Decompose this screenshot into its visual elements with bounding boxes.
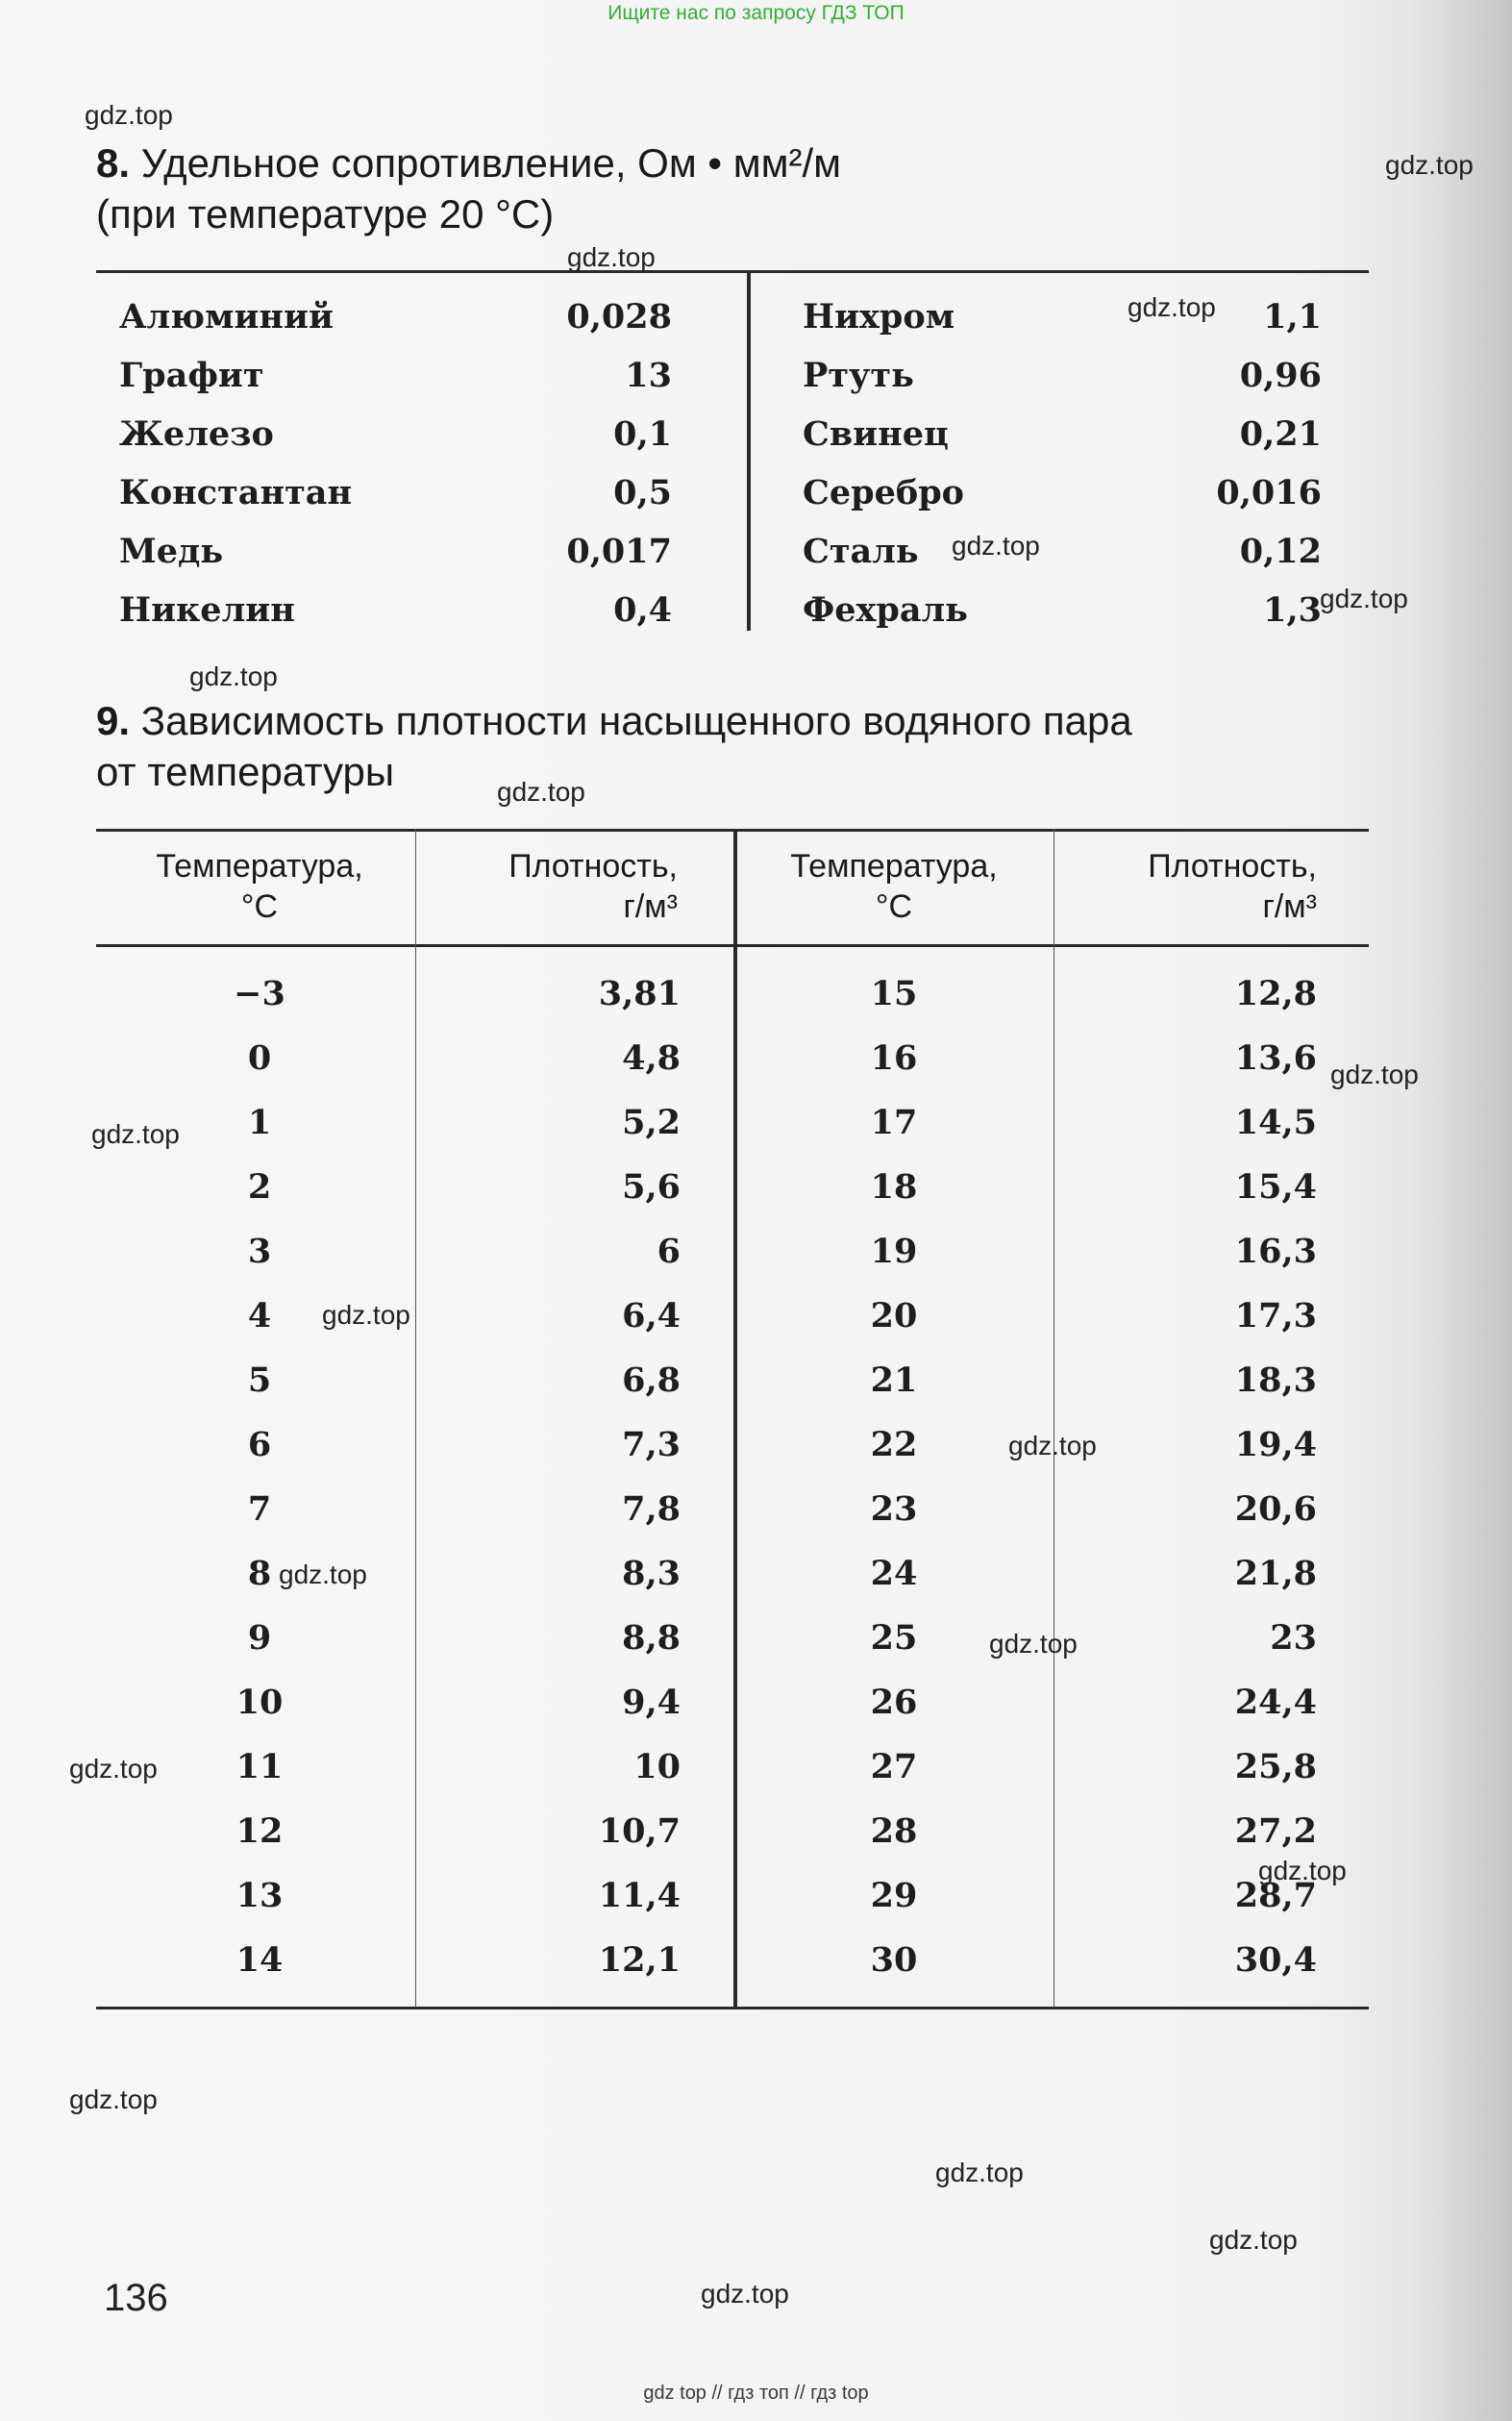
resistivity-value: 0,028 <box>566 297 672 337</box>
density-cell: 11,4 <box>598 1876 681 1915</box>
table-row <box>96 1799 1369 1863</box>
density-cell: 8,3 <box>622 1554 681 1593</box>
density-cell: 16,3 <box>1234 1232 1317 1271</box>
header-temp-left <box>115 846 404 927</box>
temperature-cell: 0 <box>247 1038 272 1078</box>
resistivity-value: 0,017 <box>566 532 672 571</box>
temperature-cell: 17 <box>870 1103 918 1142</box>
density-cell: 6,8 <box>622 1360 681 1400</box>
resistivity-value: 13 <box>625 356 672 395</box>
temperature-cell: 7 <box>247 1489 272 1529</box>
resistivity-row <box>803 582 1322 639</box>
density-cell: 7,8 <box>622 1489 681 1529</box>
density-cell: 21,8 <box>1234 1554 1317 1593</box>
watermark: gdz.top <box>952 531 1040 561</box>
section8-subtitle: (при температуре 20 °C) <box>96 191 555 237</box>
temperature-cell: 21 <box>870 1360 918 1400</box>
material-name: Алюминий <box>119 297 334 337</box>
temperature-cell: 4 <box>247 1296 272 1335</box>
density-cell: 8,8 <box>622 1618 681 1658</box>
watermark: gdz.top <box>1008 1431 1097 1460</box>
temperature-cell: 2 <box>247 1167 272 1207</box>
density-cell: 17,3 <box>1234 1296 1317 1335</box>
resistivity-row <box>119 347 672 405</box>
resistivity-row <box>119 288 672 346</box>
watermark: gdz.top <box>1330 1060 1419 1089</box>
density-cell: 9,4 <box>622 1683 681 1722</box>
material-name: Серебро <box>803 473 965 512</box>
density-cell: 10 <box>633 1747 681 1786</box>
resistivity-row <box>803 523 1322 581</box>
table-row <box>96 1670 1369 1735</box>
watermark: gdz.top <box>497 777 585 807</box>
table-row <box>96 1026 1369 1090</box>
resistivity-row <box>803 347 1322 405</box>
section9-heading <box>96 695 1132 747</box>
temperature-cell: 23 <box>870 1489 918 1529</box>
watermark: gdz.top <box>1258 1856 1347 1885</box>
top-banner[interactable]: Ищите нас по запросу ГДЗ ТОП <box>607 2 905 24</box>
header-temp-right <box>750 846 1038 927</box>
resistivity-row <box>803 406 1322 463</box>
temperature-cell: 22 <box>870 1425 918 1464</box>
watermark: gdz.top <box>322 1300 410 1330</box>
watermark: gdz.top <box>1128 292 1216 322</box>
temperature-cell: 24 <box>870 1554 918 1593</box>
table-row <box>96 1477 1369 1541</box>
resistivity-value: 0,1 <box>613 414 672 454</box>
density-cell: 7,3 <box>622 1425 681 1464</box>
table-row <box>96 1735 1369 1799</box>
temperature-cell: 29 <box>870 1876 918 1915</box>
temperature-cell: 12 <box>235 1811 284 1851</box>
material-name: Графит <box>119 356 264 395</box>
resistivity-row <box>119 523 672 581</box>
material-name: Железо <box>119 414 274 454</box>
resistivity-row <box>803 464 1322 522</box>
temperature-cell: 25 <box>870 1618 918 1658</box>
density-cell: 10,7 <box>598 1811 681 1851</box>
density-cell: 12,8 <box>1234 974 1317 1013</box>
header-dens-right-l1: Плотность, <box>1148 848 1317 885</box>
table-row <box>96 1219 1369 1284</box>
temperature-cell: 9 <box>247 1618 272 1658</box>
header-dens-right <box>1062 846 1317 927</box>
material-name: Нихром <box>803 297 955 337</box>
table-row <box>96 1928 1369 1992</box>
resistivity-value: 0,016 <box>1216 473 1322 512</box>
material-name: Медь <box>119 532 224 571</box>
page-number: 136 <box>104 2277 168 2319</box>
density-cell: 23 <box>1270 1618 1317 1658</box>
temperature-cell: 5 <box>247 1360 272 1400</box>
density-cell: 18,3 <box>1234 1360 1317 1400</box>
table9-header-rule <box>96 944 1369 947</box>
temperature-cell: 30 <box>870 1940 918 1980</box>
table-row <box>96 1863 1369 1928</box>
section8-title-line1: Удельное сопротивление, Ом • мм²/м <box>140 140 842 186</box>
watermark: gdz.top <box>69 1754 158 1784</box>
temperature-cell: 20 <box>870 1296 918 1335</box>
density-cell: 27,2 <box>1234 1811 1317 1851</box>
section8-heading <box>96 137 841 189</box>
resistivity-value: 0,96 <box>1239 356 1322 395</box>
temperature-cell: 27 <box>870 1747 918 1786</box>
watermark: gdz.top <box>69 2084 158 2114</box>
temperature-cell: 15 <box>870 974 918 1013</box>
header-dens-left <box>423 846 678 927</box>
density-cell: 5,6 <box>622 1167 681 1207</box>
header-temp-left-l2: °C <box>240 888 279 925</box>
temperature-cell: 26 <box>870 1683 918 1722</box>
temperature-cell: −3 <box>234 974 285 1013</box>
watermark: gdz.top <box>935 2158 1024 2187</box>
density-cell: 28,7 <box>1234 1876 1317 1915</box>
table-row <box>96 1348 1369 1412</box>
density-cell: 25,8 <box>1234 1747 1317 1786</box>
table-row <box>96 1155 1369 1219</box>
density-cell: 6,4 <box>622 1296 681 1335</box>
watermark: gdz.top <box>701 2279 789 2309</box>
resistivity-row <box>119 406 672 463</box>
resistivity-value: 0,4 <box>613 590 672 630</box>
temperature-cell: 18 <box>870 1167 918 1207</box>
header-dens-right-l2: г/м³ <box>1262 888 1317 925</box>
resistivity-row <box>119 582 672 639</box>
temperature-cell: 3 <box>247 1232 272 1271</box>
resistivity-value: 1,3 <box>1263 590 1322 630</box>
table8-divider <box>747 270 751 631</box>
section9-number: 9. <box>96 698 131 743</box>
table9-bottom-rule <box>96 2007 1369 2009</box>
header-dens-left-l2: г/м³ <box>623 888 678 925</box>
watermark: gdz.top <box>91 1119 180 1149</box>
density-cell: 15,4 <box>1234 1167 1317 1207</box>
temperature-cell: 6 <box>247 1425 272 1464</box>
density-cell: 13,6 <box>1234 1038 1317 1078</box>
table8-top-rule <box>96 270 1369 273</box>
temperature-cell: 19 <box>870 1232 918 1271</box>
material-name: Сталь <box>803 532 919 571</box>
table-row <box>96 1412 1369 1477</box>
density-cell: 6 <box>657 1232 681 1271</box>
density-cell: 14,5 <box>1234 1103 1317 1142</box>
header-temp-right-l2: °C <box>875 888 913 925</box>
material-name: Ртуть <box>803 356 914 395</box>
temperature-cell: 28 <box>870 1811 918 1851</box>
header-temp-right-l1: Температура, <box>790 848 998 885</box>
temperature-cell: 1 <box>247 1103 272 1142</box>
watermark: gdz.top <box>189 661 278 691</box>
table9-top-rule <box>96 829 1369 832</box>
resistivity-value: 0,12 <box>1239 532 1322 571</box>
table-row <box>96 961 1369 1026</box>
density-cell: 30,4 <box>1234 1940 1317 1980</box>
resistivity-value: 1,1 <box>1263 297 1322 337</box>
temperature-cell: 10 <box>235 1683 284 1722</box>
section8-number: 8. <box>96 140 131 186</box>
temperature-cell: 13 <box>235 1876 284 1915</box>
material-name: Свинец <box>803 414 949 454</box>
material-name: Константан <box>119 473 353 512</box>
temperature-cell: 8 <box>247 1554 272 1593</box>
watermark: gdz.top <box>989 1629 1078 1659</box>
header-dens-left-l1: Плотность, <box>508 848 678 885</box>
resistivity-value: 0,5 <box>613 473 672 512</box>
section9-title-line1: Зависимость плотности насыщенного водяного пара <box>140 698 1132 743</box>
table-row <box>96 1284 1369 1348</box>
temperature-cell: 14 <box>235 1940 284 1980</box>
resistivity-row <box>119 464 672 522</box>
section9-title-line2: от температуры <box>96 749 395 794</box>
header-temp-left-l1: Температура, <box>156 848 363 885</box>
temperature-cell: 16 <box>870 1038 918 1078</box>
density-cell: 12,1 <box>598 1940 681 1980</box>
watermark: gdz.top <box>1320 584 1408 613</box>
material-name: Никелин <box>119 590 295 630</box>
temperature-cell: 11 <box>235 1747 284 1786</box>
material-name: Фехраль <box>803 590 968 630</box>
watermark: gdz.top <box>1209 2225 1298 2255</box>
watermark: gdz.top <box>279 1560 367 1589</box>
table-row <box>96 1090 1369 1155</box>
resistivity-row <box>803 288 1322 346</box>
density-cell: 5,2 <box>622 1103 681 1142</box>
density-cell: 20,6 <box>1234 1489 1317 1529</box>
density-cell: 19,4 <box>1234 1425 1317 1464</box>
density-cell: 24,4 <box>1234 1683 1317 1722</box>
density-cell: 3,81 <box>598 974 681 1013</box>
table-row <box>96 1606 1369 1670</box>
watermark: gdz.top <box>567 242 656 272</box>
watermark: gdz.top <box>1385 150 1474 180</box>
bottom-banner[interactable]: gdz top // гдз топ // гдз top <box>643 2383 869 2404</box>
density-cell: 4,8 <box>622 1038 681 1078</box>
watermark: gdz.top <box>85 100 173 130</box>
resistivity-value: 0,21 <box>1239 414 1322 454</box>
